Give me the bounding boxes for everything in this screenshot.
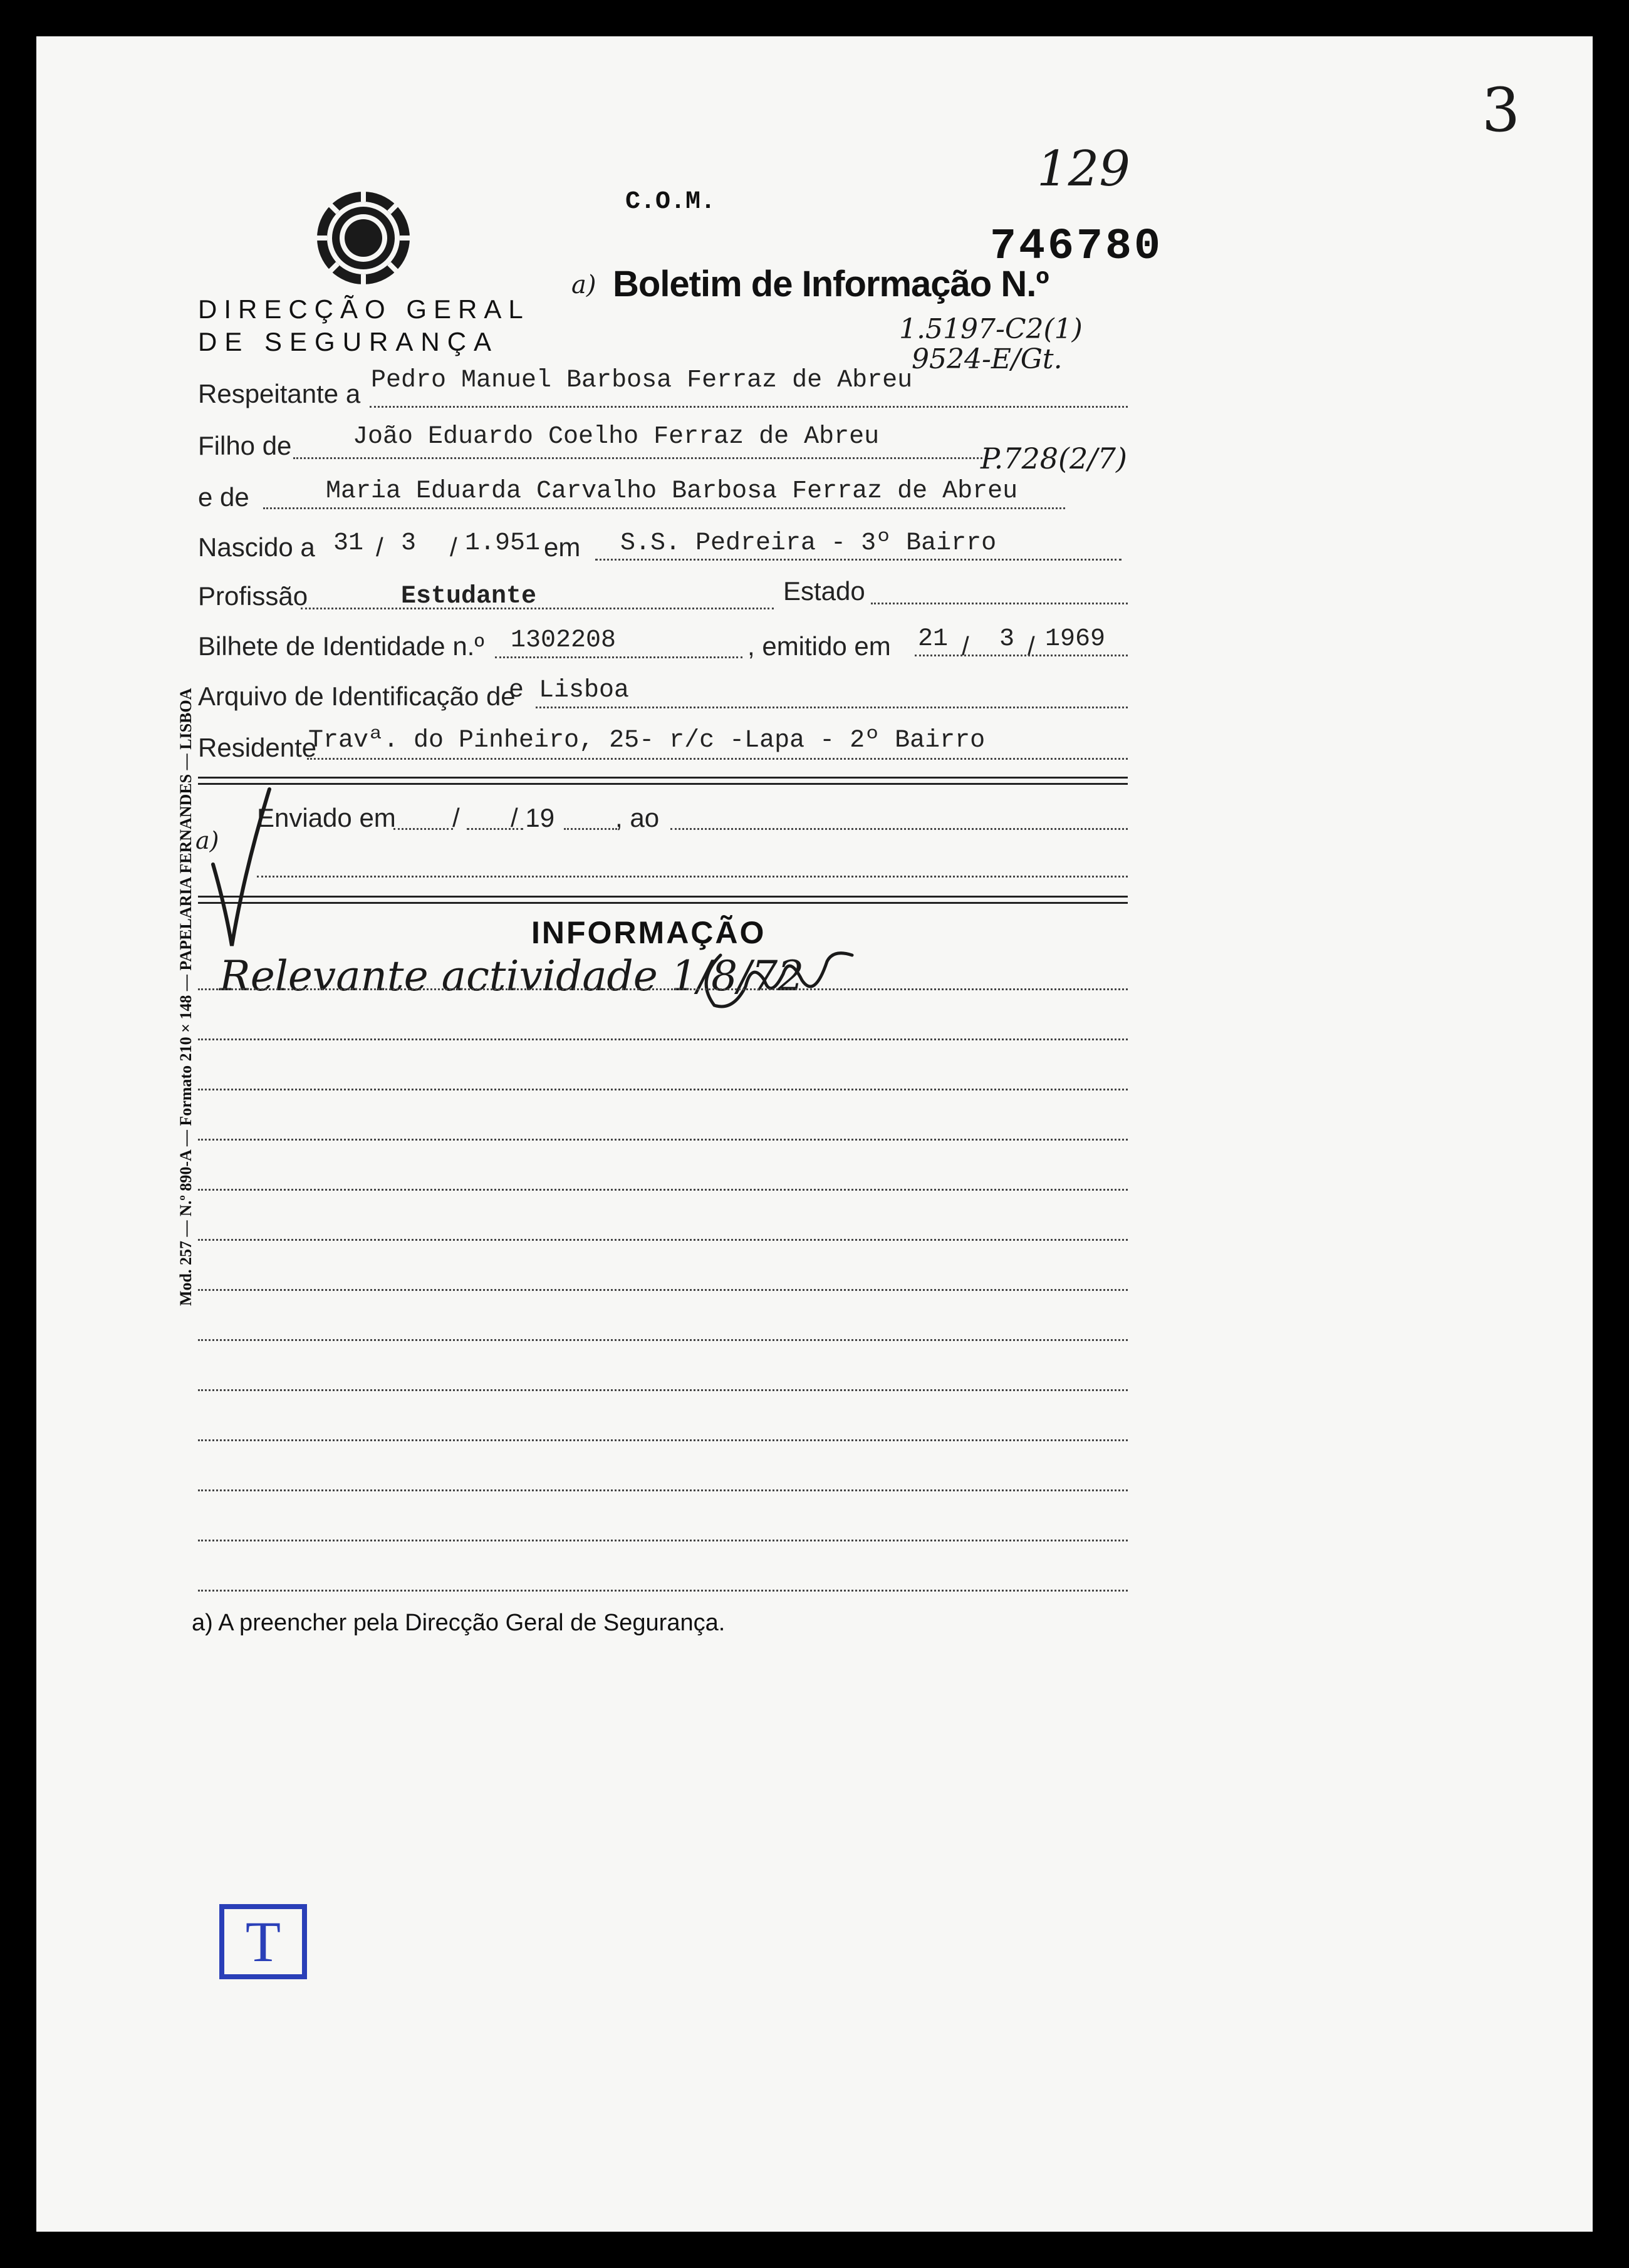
label-e-de: e de (198, 482, 249, 512)
handwritten-information: Relevante actividade 1/8/72 (219, 952, 804, 1000)
field-line-profissao (301, 608, 774, 609)
field-line-enviado-ao (670, 828, 1128, 830)
check-mark-icon (200, 783, 276, 958)
field-nascido-mes: 3 (401, 529, 417, 557)
info-line (198, 1239, 1128, 1241)
date-separator: / (962, 631, 969, 661)
document-page (36, 36, 1593, 2232)
info-line (198, 1289, 1128, 1291)
field-line-respeitante (370, 406, 1128, 408)
date-separator: / (1028, 631, 1035, 661)
info-line (198, 1439, 1128, 1441)
label-arquivo: Arquivo de Identificação de (198, 681, 516, 711)
field-e-de: Maria Eduarda Carvalho Barbosa Ferraz de Abreu (326, 477, 1018, 505)
label-respeitante: Respeitante a (198, 379, 361, 408)
field-line-estado (871, 603, 1128, 604)
field-respeitante: Pedro Manuel Barbosa Ferraz de Abreu (371, 366, 913, 395)
date-separator: / (376, 532, 383, 562)
doc-code: C.O.M. (625, 188, 716, 216)
footnote: a) A preencher pela Direcção Geral de Segurança. (192, 1610, 726, 1636)
separator-rule (198, 783, 1128, 785)
field-line-e-de (263, 507, 1065, 509)
info-line (198, 1590, 1128, 1592)
separator-rule (198, 896, 1128, 898)
agency-line-2: DE SEGURANÇA (198, 327, 499, 356)
form-marker: a) (571, 271, 596, 299)
field-emitido-ano: 1969 (1045, 625, 1106, 653)
field-line-filho-de (293, 457, 982, 459)
enviado-marker: a) (195, 827, 219, 854)
label-residente: Residente (198, 733, 317, 762)
signature-icon (695, 936, 858, 1018)
date-separator: / (450, 532, 457, 562)
reference-1: 1.5197-C2(1) (899, 313, 1083, 345)
field-line-arquivo (536, 707, 1128, 708)
margin-note: P.728(2/7) (981, 442, 1127, 475)
info-line (198, 1540, 1128, 1541)
field-residente: Travª. do Pinheiro, 25- r/c -Lapa - 2º Bairro (308, 727, 986, 755)
field-emitido-dia: 21 (918, 625, 949, 653)
info-line (198, 1038, 1128, 1040)
stamp-letter: T (245, 1910, 281, 1974)
field-line-enviado-ano (564, 828, 617, 830)
label-profissao: Profissão (198, 581, 308, 611)
field-line-residente (307, 758, 1128, 760)
page-number: 3 (1482, 75, 1521, 145)
label-nascido: Nascido a (198, 532, 315, 562)
info-line (198, 1189, 1128, 1191)
t-stamp (219, 1904, 307, 1979)
field-line-enviado-dia (393, 828, 453, 830)
label-bilhete: Bilhete de Identidade n.º (198, 631, 484, 661)
field-nascido-ano: 1.951 (465, 529, 541, 557)
field-line-enviado-2 (257, 876, 1128, 878)
info-line (198, 1389, 1128, 1391)
label-enviado-year: / 19 (511, 803, 555, 832)
info-line (198, 1339, 1128, 1341)
field-local: S.S. Pedreira - 3º Bairro (620, 529, 997, 557)
info-line (198, 1089, 1128, 1090)
reference-2: 9524-E/Gt. (912, 343, 1063, 375)
field-emitido-mes: 3 (999, 625, 1015, 653)
label-enviado-ao: , ao (615, 803, 660, 832)
field-bilhete: 1302208 (511, 626, 617, 655)
info-line (198, 1139, 1128, 1141)
date-separator: / (452, 803, 460, 832)
label-estado: Estado (783, 576, 865, 606)
label-enviado: Enviado em (257, 803, 396, 832)
section-heading: INFORMAÇÃO (531, 915, 766, 950)
separator-rule (198, 902, 1128, 904)
emblem-seal (313, 188, 414, 288)
document-number: 746780 (990, 222, 1163, 272)
field-filho-de: João Eduardo Coelho Ferraz de Abreu (353, 423, 880, 451)
field-line-bilhete (495, 656, 742, 658)
label-filho-de: Filho de (198, 431, 292, 460)
field-nascido-dia: 31 (333, 529, 364, 557)
field-arquivo: e Lisboa (509, 676, 630, 705)
separator-rule (198, 777, 1128, 779)
info-line (198, 988, 1128, 990)
field-line-local (595, 559, 1122, 561)
field-profissao: Estudante (401, 583, 537, 611)
side-print-text: Mod. 257 — N.º 890-A — Formato 210 × 148 — PAPELARIA FERNANDES — LISBOA (177, 688, 195, 1306)
agency-line-1: DIRECÇÃO GERAL (198, 294, 530, 324)
folio-number: 129 (1037, 141, 1130, 197)
label-em: em (544, 532, 581, 562)
label-emitido: , emitido em (747, 631, 891, 661)
form-title: Boletim de Informação N.º (613, 264, 1049, 304)
field-line-emitido (915, 655, 1128, 656)
info-line (198, 1489, 1128, 1491)
